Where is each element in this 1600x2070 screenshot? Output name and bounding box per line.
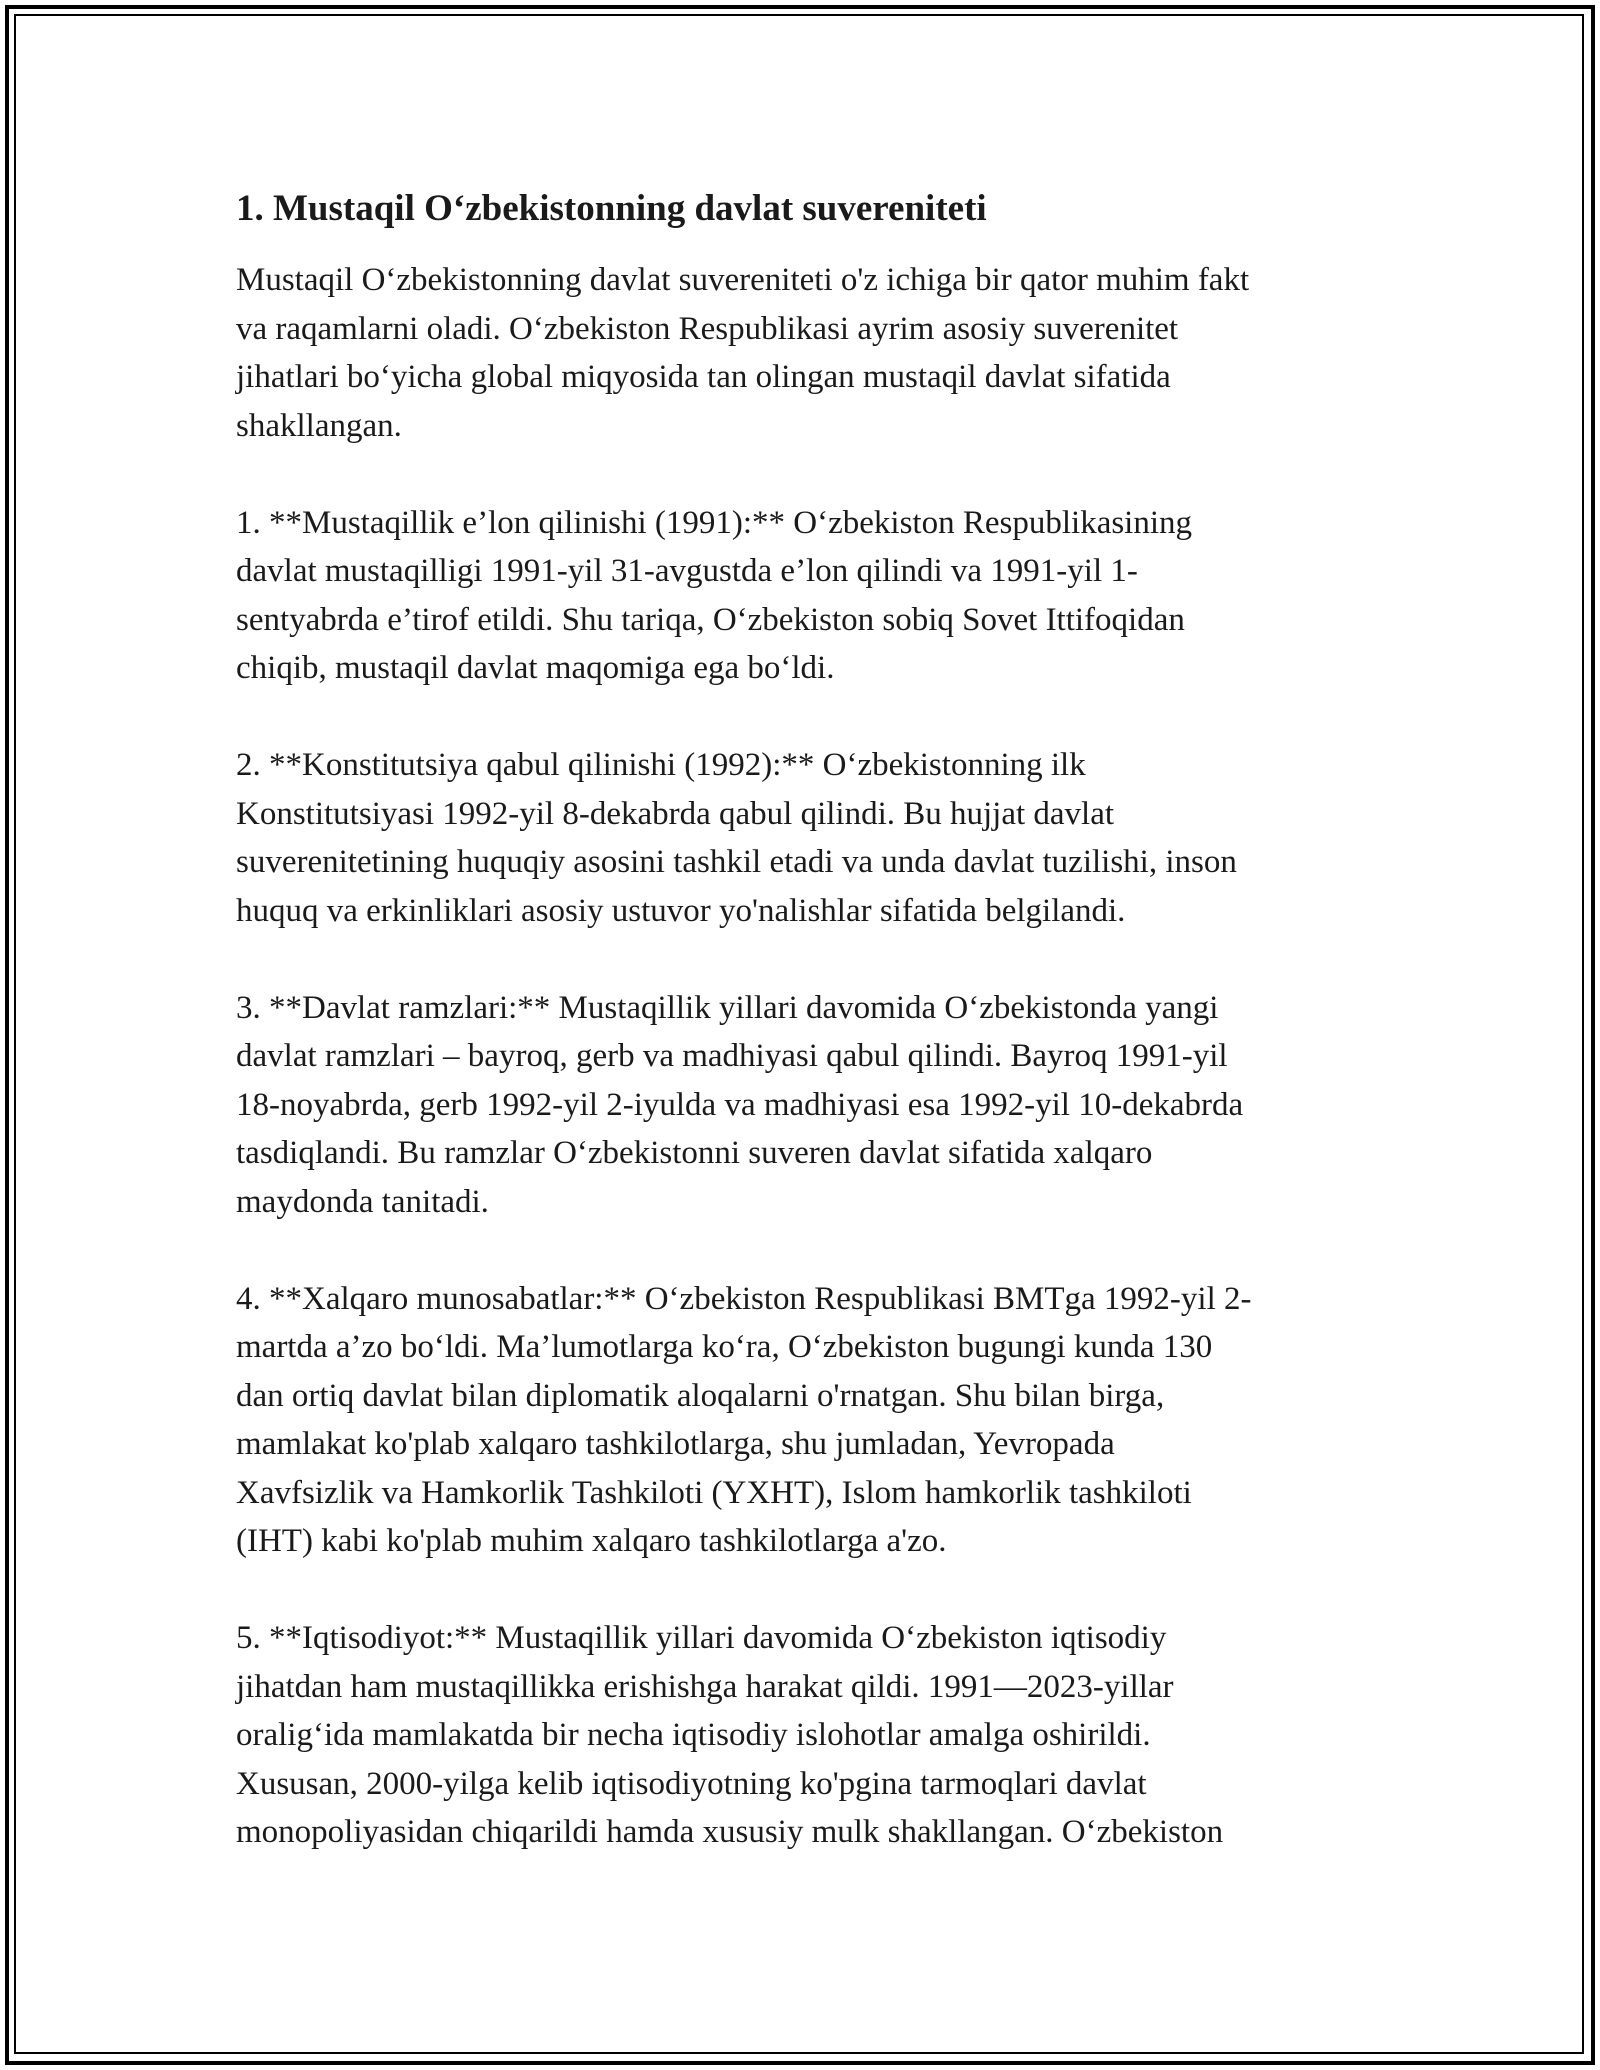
text-line: shakllangan.	[236, 407, 402, 444]
text-line: va raqamlarni oladi. O‘zbekiston Respublikasi ayrim asosiy suverenitet	[236, 310, 1179, 347]
text-line: (IHT) kabi ko'plab muhim xalqaro tashkilotlarga a'zo.	[236, 1523, 947, 1559]
text-line: Xususan, 2000-yilga kelib iqtisodiyotning ko'pgina tarmoqlari davlat	[236, 1765, 1147, 1802]
text-line: 1. **Mustaqillik e’lon qilinishi (1991):** O‘zbekiston Respublikasining	[236, 504, 1193, 541]
text-line: suverenitetining huquqiy asosini tashkil etadi va unda davlat tuzilishi, inson	[236, 844, 1237, 880]
text-line: tasdiqlandi. Bu ramzlar O‘zbekistonni suveren davlat sifatida xalqaro	[236, 1135, 1153, 1171]
text-line: jihatlari bo‘yicha global miqyosida tan olingan mustaqil davlat sifatida	[236, 359, 1171, 395]
text-line: monopoliyasidan chiqarildi hamda xususiy mulk shakllangan. O‘zbekiston	[236, 1814, 1224, 1850]
text-line: Mustaqil O‘zbekistonning davlat suvereniteti o'z ichiga bir qator muhim fakt	[236, 262, 1250, 298]
intro-paragraph	[236, 256, 1376, 450]
text-line: sentyabrda e’tirof etildi. Shu tariqa, O‘zbekiston sobiq Sovet Ittifoqidan	[236, 601, 1185, 638]
text-line: oralig‘ida mamlakatda bir necha iqtisodiy islohotlar amalga oshirildi.	[236, 1717, 1151, 1753]
text-line: mamlakat ko'plab xalqaro tashkilotlarga, shu jumladan, Yevropada	[236, 1426, 1115, 1462]
text-line: 5. **Iqtisodiyot:** Mustaqillik yillari davomida O‘zbekiston iqtisodiy	[236, 1620, 1167, 1656]
text-line: martda a’zo bo‘ldi. Ma’lumotlarga ko‘ra, O‘zbekiston bugungi kunda 130	[236, 1329, 1213, 1365]
item-state-symbols-paragraph	[236, 984, 1376, 1227]
item-constitution-paragraph	[236, 741, 1376, 935]
text-line: 2. **Konstitutsiya qabul qilinishi (1992):** O‘zbekistonning ilk	[236, 747, 1086, 783]
text-line: Xavfsizlik va Hamkorlik Tashkiloti (YXHT), Islom hamkorlik tashkiloti	[236, 1474, 1192, 1511]
document-body	[236, 186, 1376, 1905]
text-line: dan ortiq davlat bilan diplomatik aloqalarni o'rnatgan. Shu bilan birga,	[236, 1377, 1165, 1414]
item-independence-paragraph	[236, 499, 1376, 693]
text-line: 3. **Davlat ramzlari:** Mustaqillik yillari davomida O‘zbekistonda yangi	[236, 989, 1219, 1026]
item-international-relations-paragraph	[236, 1275, 1376, 1566]
document-title: 1. Mustaqil O‘zbekistonning davlat suvereniteti	[236, 188, 987, 229]
text-line: jihatdan ham mustaqillikka erishishga harakat qildi. 1991—2023-yillar	[236, 1668, 1174, 1705]
text-line: 4. **Xalqaro munosabatlar:** O‘zbekiston Respublikasi BMTga 1992-yil 2-	[236, 1280, 1252, 1317]
text-line: maydonda tanitadi.	[236, 1183, 489, 1220]
item-economy-paragraph	[236, 1614, 1376, 1857]
text-line: huquq va erkinliklari asosiy ustuvor yo'nalishlar sifatida belgilandi.	[236, 892, 1126, 929]
text-line: davlat ramzlari – bayroq, gerb va madhiyasi qabul qilindi. Bayroq 1991-yil	[236, 1038, 1228, 1074]
text-line: chiqib, mustaqil davlat maqomiga ega bo‘ldi.	[236, 650, 835, 686]
text-line: 18-noyabrda, gerb 1992-yil 2-iyulda va madhiyasi esa 1992-yil 10-dekabrda	[236, 1086, 1244, 1123]
text-line: davlat mustaqilligi 1991-yil 31-avgustda e’lon qilindi va 1991-yil 1-	[236, 553, 1138, 589]
text-line: Konstitutsiyasi 1992-yil 8-dekabrda qabul qilindi. Bu hujjat davlat	[236, 795, 1115, 832]
